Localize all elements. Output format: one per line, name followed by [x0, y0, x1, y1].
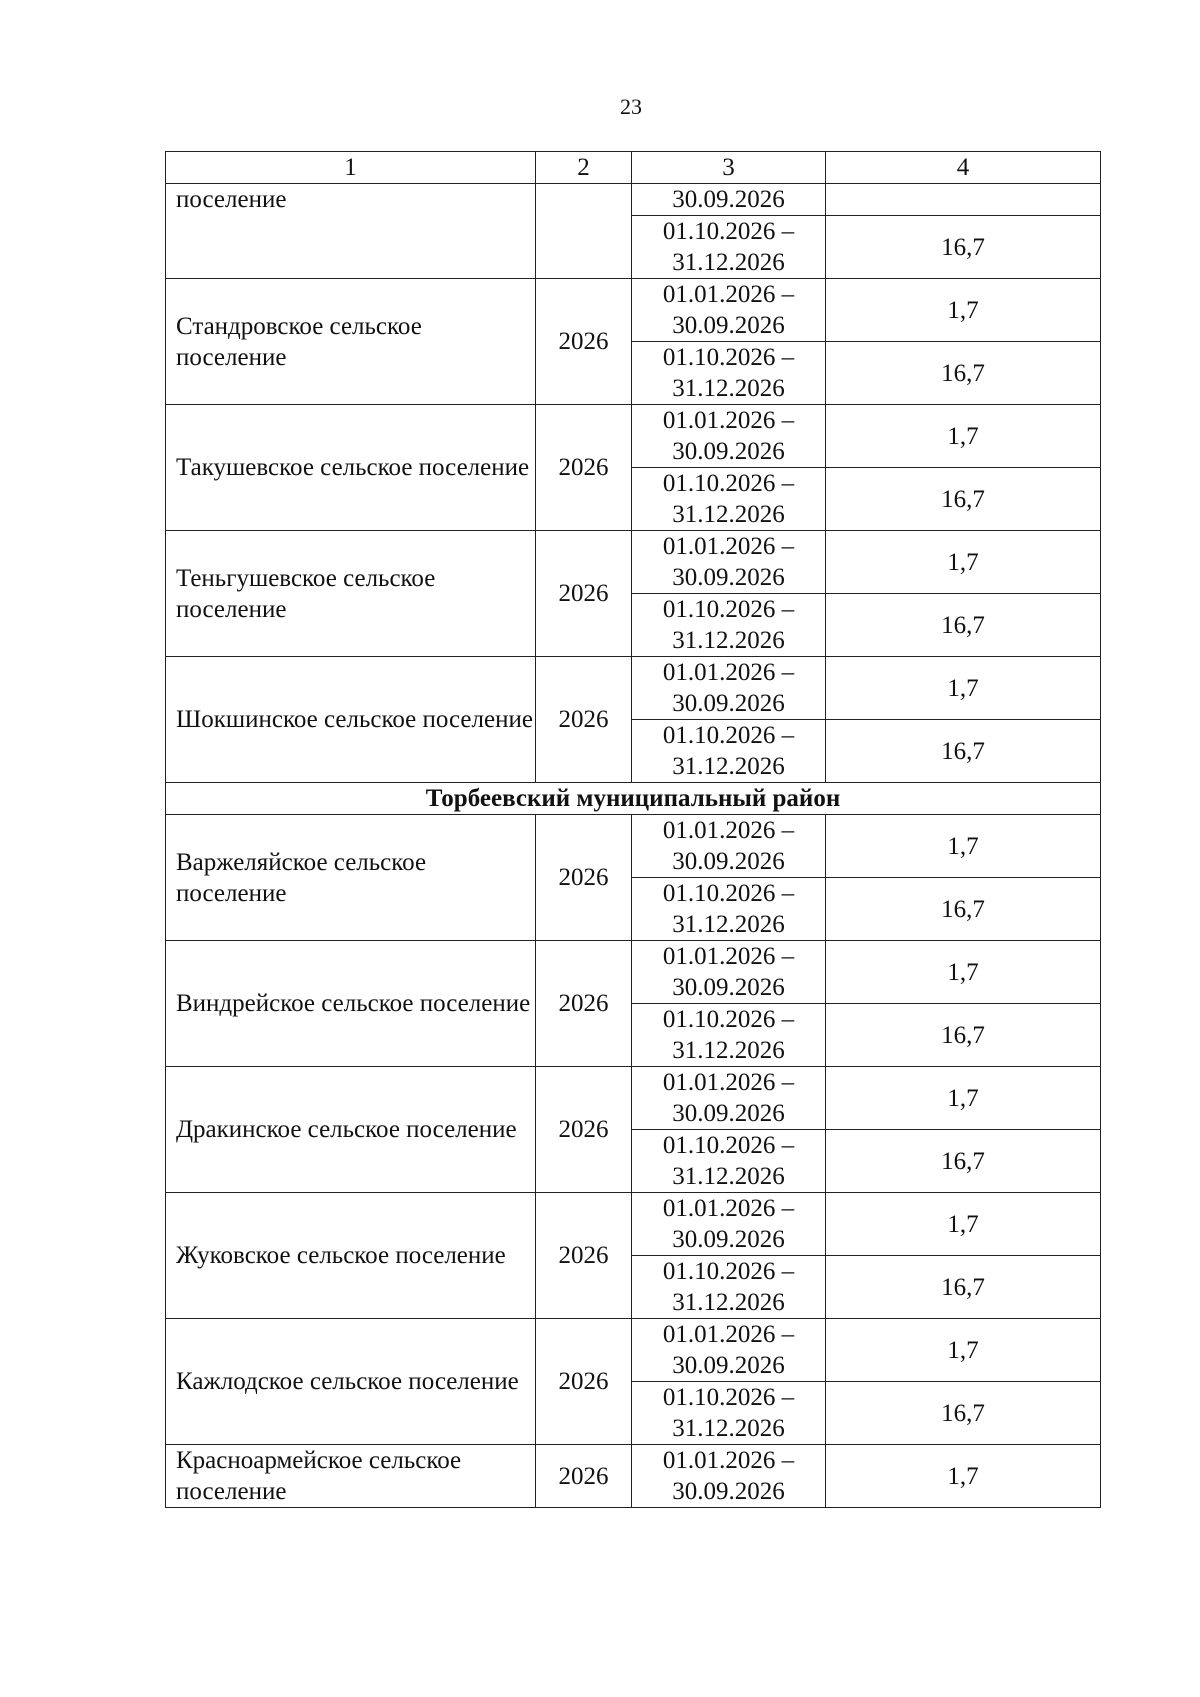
period-cell: 01.10.2026 – 31.12.2026: [632, 1004, 826, 1067]
year-cell: 2026: [536, 1193, 632, 1319]
section-row: [166, 783, 1101, 815]
settlement-name: поселение: [166, 184, 536, 279]
rate-cell: 16,7: [826, 342, 1101, 405]
period-cell: 01.01.2026 – 30.09.2026: [632, 1193, 826, 1256]
column-header: 4: [826, 152, 1101, 184]
period-cell: 01.10.2026 – 31.12.2026: [632, 1130, 826, 1193]
rate-cell: 16,7: [826, 594, 1101, 657]
settlement-name: Стандровское сельское поселение: [166, 279, 536, 405]
page-number: 23: [620, 94, 642, 119]
table-row: [166, 657, 1101, 720]
table-body: [166, 152, 1101, 1508]
year-cell: 2026: [536, 1319, 632, 1445]
settlement-name: Такушевское сельское поселение: [166, 405, 536, 531]
period-cell: 01.01.2026 – 30.09.2026: [632, 1067, 826, 1130]
rate-cell: 16,7: [826, 720, 1101, 783]
table-row: [166, 279, 1101, 342]
table-row: [166, 1067, 1101, 1130]
settlement-name: Кажлодское сельское поселение: [166, 1319, 536, 1445]
column-header: 1: [166, 152, 536, 184]
rate-cell: 16,7: [826, 216, 1101, 279]
column-header: 2: [536, 152, 632, 184]
year-cell: [536, 184, 632, 279]
year-cell: 2026: [536, 1445, 632, 1508]
period-cell: 01.01.2026 – 30.09.2026: [632, 531, 826, 594]
period-cell: 01.01.2026 – 30.09.2026: [632, 815, 826, 878]
period-cell: 01.10.2026 – 31.12.2026: [632, 1382, 826, 1445]
rate-cell: 1,7: [826, 815, 1101, 878]
period-cell: 01.01.2026 – 30.09.2026: [632, 657, 826, 720]
year-cell: 2026: [536, 815, 632, 941]
rate-cell: 16,7: [826, 1004, 1101, 1067]
rate-cell: 16,7: [826, 1382, 1101, 1445]
table-row: [166, 405, 1101, 468]
rate-cell: 1,7: [826, 1193, 1101, 1256]
rate-cell: 1,7: [826, 279, 1101, 342]
rate-cell: [826, 184, 1101, 216]
table-row: [166, 531, 1101, 594]
settlement-name: Жуковское сельское поселение: [166, 1193, 536, 1319]
period-cell: 01.10.2026 – 31.12.2026: [632, 1256, 826, 1319]
period-cell: 01.10.2026 – 31.12.2026: [632, 468, 826, 531]
year-cell: 2026: [536, 657, 632, 783]
period-cell: 01.10.2026 – 31.12.2026: [632, 878, 826, 941]
period-cell: 30.09.2026: [632, 184, 826, 216]
period-cell: 01.10.2026 – 31.12.2026: [632, 342, 826, 405]
settlement-name: Варжеляйское сельское поселение: [166, 815, 536, 941]
rate-cell: 16,7: [826, 1256, 1101, 1319]
settlement-name: Виндрейское сельское поселение: [166, 941, 536, 1067]
year-cell: 2026: [536, 941, 632, 1067]
period-cell: 01.01.2026 – 30.09.2026: [632, 279, 826, 342]
period-cell: 01.10.2026 – 31.12.2026: [632, 720, 826, 783]
table-row: [166, 1445, 1101, 1508]
rate-cell: 16,7: [826, 468, 1101, 531]
period-cell: 01.01.2026 – 30.09.2026: [632, 941, 826, 1004]
section-title: Торбеевский муниципальный район: [166, 783, 1101, 815]
period-cell: 01.10.2026 – 31.12.2026: [632, 594, 826, 657]
table-row: [166, 1193, 1101, 1256]
year-cell: 2026: [536, 1067, 632, 1193]
rate-cell: 1,7: [826, 657, 1101, 720]
period-cell: 01.01.2026 – 30.09.2026: [632, 405, 826, 468]
settlement-name: Теньгушевское сельское поселение: [166, 531, 536, 657]
rate-cell: 16,7: [826, 1130, 1101, 1193]
rates-table: [165, 151, 1101, 1508]
year-cell: 2026: [536, 531, 632, 657]
rate-cell: 1,7: [826, 405, 1101, 468]
rate-cell: 1,7: [826, 1067, 1101, 1130]
period-cell: 01.01.2026 – 30.09.2026: [632, 1445, 826, 1508]
rate-cell: 1,7: [826, 1319, 1101, 1382]
rate-cell: 1,7: [826, 1445, 1101, 1508]
column-header: 3: [632, 152, 826, 184]
table-row: [166, 815, 1101, 878]
year-cell: 2026: [536, 405, 632, 531]
rate-cell: 16,7: [826, 878, 1101, 941]
table-header-row: [166, 152, 1101, 184]
table-row: [166, 1319, 1101, 1382]
year-cell: 2026: [536, 279, 632, 405]
table-row: [166, 941, 1101, 1004]
settlement-name: Дракинское сельское поселение: [166, 1067, 536, 1193]
rate-cell: 1,7: [826, 941, 1101, 1004]
rate-cell: 1,7: [826, 531, 1101, 594]
settlement-name: Красноармейское сельское поселение: [166, 1445, 536, 1508]
table-row: [166, 184, 1101, 216]
settlement-name: Шокшинское сельское поселение: [166, 657, 536, 783]
period-cell: 01.10.2026 – 31.12.2026: [632, 216, 826, 279]
period-cell: 01.01.2026 – 30.09.2026: [632, 1319, 826, 1382]
